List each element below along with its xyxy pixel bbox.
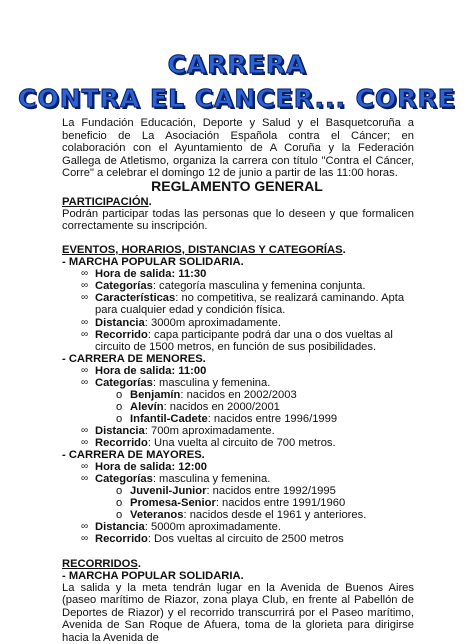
menores-hora: Hora de salida: 11:00	[95, 365, 207, 377]
sub-label: Infantil-Cadete	[130, 413, 208, 425]
sub-text: : nacidos desde el 1961 y anteriores.	[183, 509, 367, 521]
eventos-heading: EVENTOS, HORARIOS, DISTANCIAS Y CATEGORÍAS	[62, 244, 343, 256]
infinity-bullet-icon: ∞	[81, 292, 89, 303]
marcha-dist-label: Distancia	[95, 317, 145, 329]
title-line-1: CARRERA	[167, 50, 307, 79]
circle-bullet-icon: o	[116, 401, 123, 413]
circle-bullet-icon: o	[116, 485, 123, 497]
menores-dist-text: : 700m aproximadamente.	[144, 425, 275, 437]
infinity-bullet-icon: ∞	[81, 437, 89, 448]
mayores-rec-text: : Dos vueltas al circuito de 2500 metros	[147, 533, 344, 545]
marcha-car-text: : no competitiva, se realizará caminando. Apta para cualquier edad y condición física.	[95, 292, 405, 317]
recorridos-heading-line	[62, 558, 414, 570]
infinity-bullet-icon: ∞	[81, 329, 89, 340]
circle-bullet-icon: o	[116, 413, 123, 425]
recorridos-text: La salida y la meta tendrán lugar en la Avenida de Buenos Aires (paseo marítimo de Riazor, zona playa Club, en frente al Pabellón de Deportes de Riazor) y el recorrido transcurrirá por el Paseo marítimo, Avenida de San Roque de Afuera, toma de la glorieta para dirigirse hacia la Avenida de	[62, 582, 414, 644]
sub-text: : nacidos en 2002/2003	[180, 389, 297, 401]
menores-dist-label: Distancia	[95, 425, 145, 437]
sub-label: Promesa-Senior	[130, 497, 216, 509]
participacion-heading: PARTICIPACIÓN	[62, 196, 149, 208]
circle-bullet-icon: o	[116, 389, 123, 401]
marcha-cat-text: : categoría masculina y femenina conjunta.	[152, 280, 366, 292]
menores-heading: - CARRERA DE MENORES.	[62, 353, 206, 365]
menores-cat-label: Categorías	[95, 377, 153, 389]
infinity-bullet-icon: ∞	[81, 461, 89, 472]
eventos-heading-line	[62, 244, 414, 256]
mayores-rec-label: Recorrido	[95, 533, 148, 545]
menores-cat-text: : masculina y femenina.	[152, 377, 271, 389]
sub-label: Juvenil-Junior	[130, 485, 207, 497]
marcha-dist-text: : 3000m aproximadamente.	[144, 317, 281, 329]
mayores-heading: - CARRERA DE MAYORES.	[62, 449, 205, 461]
recorridos-heading-suffix: .	[137, 558, 141, 570]
sub-label: Benjamín	[130, 389, 181, 401]
participacion-heading-suffix: .	[148, 196, 152, 208]
infinity-bullet-icon: ∞	[81, 473, 89, 484]
intro-paragraph: La Fundación Educación, Deporte y Salud y el Basquetcoruña a beneficio de La Asociación Española contra el Cáncer; en colaboración con el Ayuntamiento de A Coruña y la Federación Gallega de Atletismo, organiza la carrera con título "Contra el Cáncer, Corre" a celebrar el domingo 12 de junio a partir de las 11:00 horas.	[62, 117, 414, 180]
infinity-bullet-icon: ∞	[81, 533, 89, 544]
menores-rec-label: Recorrido	[95, 437, 148, 449]
mayores-hora: Hora de salida: 12:00	[95, 461, 207, 473]
menores-rec-text: : Una vuelta al circuito de 700 metros.	[147, 437, 336, 449]
infinity-bullet-icon: ∞	[81, 377, 89, 388]
infinity-bullet-icon: ∞	[81, 521, 89, 532]
participacion-heading-line	[62, 196, 414, 208]
mayores-dist-label: Distancia	[95, 521, 145, 533]
sub-label: Alevín	[130, 401, 164, 413]
marcha-heading: - MARCHA POPULAR SOLIDARIA.	[62, 256, 244, 268]
infinity-bullet-icon: ∞	[81, 317, 89, 328]
sub-text: : nacidos entre 1991/1960	[215, 497, 346, 509]
marcha-rec-label: Recorrido	[95, 329, 148, 341]
marcha-rec-text: : capa participante podrá dar una o dos vueltas al circuito de 1500 metros, en función de sus posibilidades.	[95, 329, 393, 354]
marcha-car-label: Características	[95, 292, 176, 304]
infinity-bullet-icon: ∞	[81, 280, 89, 291]
infinity-bullet-icon: ∞	[81, 268, 89, 279]
infinity-bullet-icon: ∞	[81, 365, 89, 376]
sub-text: : nacidos entre 1996/1999	[207, 413, 338, 425]
mayores-dist-text: : 5000m aproximadamente.	[144, 521, 281, 533]
sub-label: Veteranos	[130, 509, 184, 521]
mayores-cat-text: : masculina y femenina.	[152, 473, 271, 485]
eventos-heading-suffix: .	[342, 244, 346, 256]
sub-text: : nacidos en 2000/2001	[163, 401, 280, 413]
infinity-bullet-icon: ∞	[81, 425, 89, 436]
participacion-text: Podrán participar todas las personas que lo deseen y que formalicen correctamente su inscripción.	[62, 208, 414, 233]
title-line-2: CONTRA EL CANCER... CORRE	[18, 84, 456, 113]
recorridos-heading: RECORRIDOS	[62, 558, 138, 570]
mayores-cat-label: Categorías	[95, 473, 153, 485]
circle-bullet-icon: o	[116, 509, 123, 521]
recorridos-sub-heading: - MARCHA POPULAR SOLIDARIA.	[62, 570, 244, 582]
circle-bullet-icon: o	[116, 497, 123, 509]
sub-text: : nacidos entre 1992/1995	[206, 485, 336, 497]
reglamento-heading: REGLAMENTO GENERAL	[151, 178, 323, 194]
marcha-hora: Hora de salida: 11:30	[95, 268, 207, 280]
marcha-cat-label: Categorías	[95, 280, 153, 292]
